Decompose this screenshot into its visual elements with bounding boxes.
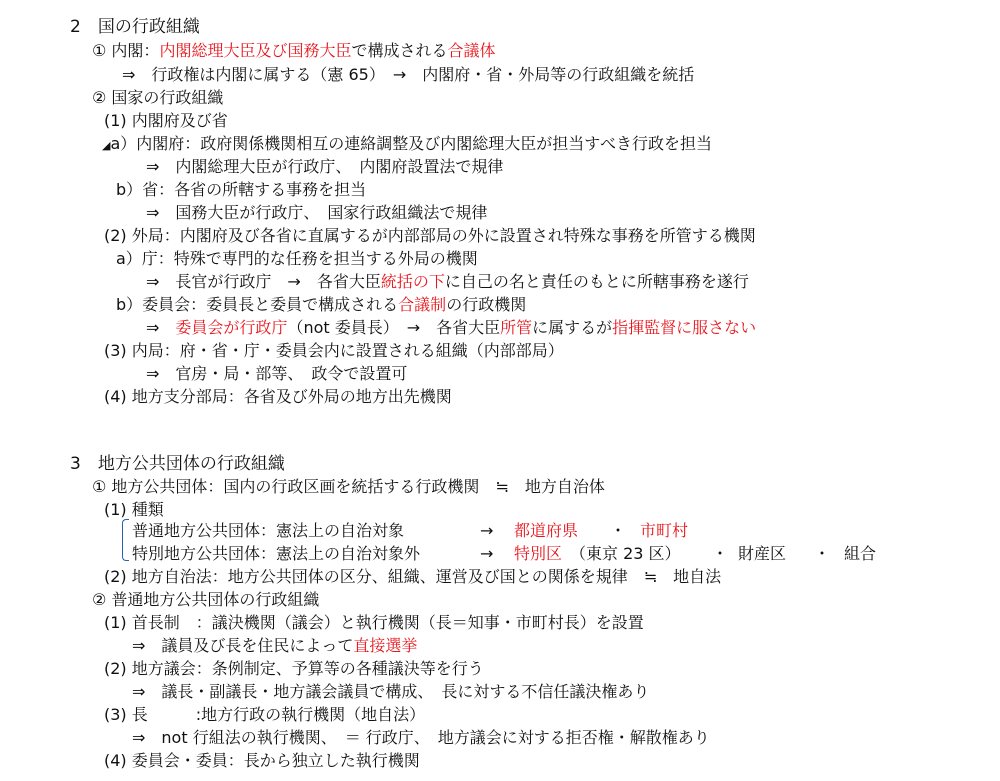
executive-power-line: ⇒ 行政権は内閣に属する（憲 65） → 内閣府・省・外局等の行政組織を統括 bbox=[122, 65, 695, 84]
special-ward-highlight: 特別区 bbox=[514, 544, 563, 563]
commission-detail bbox=[146, 317, 756, 339]
ministry-line: b）省：各省の所轄する事務を担当 bbox=[116, 180, 367, 199]
cabinet-label: ① 内閣： bbox=[92, 41, 160, 60]
cabinet-office-detail: ⇒ 内閣総理大臣が行政庁、 内閣府設置法で規律 bbox=[146, 157, 504, 176]
head-detail: ⇒ not 行組法の執行機関、 ＝ 行政庁、 地方議会に対する拒否権・解散権あり bbox=[132, 728, 710, 747]
cabinet-office-line bbox=[102, 133, 712, 157]
agency-detail bbox=[146, 271, 749, 293]
local-autonomy-law-line: (2) 地方自治法：地方公共団体の区分、組織、運営及び国との関係を規律 ≒ 地自法 bbox=[104, 567, 722, 586]
ministry-detail: ⇒ 国務大臣が行政庁、 国家行政組織法で規律 bbox=[146, 203, 488, 222]
municipalities-highlight: 市町村 bbox=[640, 521, 689, 540]
commission-line bbox=[116, 294, 526, 316]
cabinet-office-ministries-heading: (1) 内閣府及び省 bbox=[104, 111, 228, 130]
collegial-body-highlight: 合議体 bbox=[447, 41, 496, 60]
local-government-line: ① 地方公共団体：国内の行政区画を統括する行政機関 ≒ 地方自治体 bbox=[92, 477, 605, 496]
commission-agency-highlight: 委員会が行政庁 bbox=[175, 318, 288, 337]
external-bureau-line: (2) 外局：内閣府及び各省に直属するが内部部局の外に設置され特殊な事務を所管する機関 bbox=[104, 226, 756, 245]
tokyo-wards-note: （東京 23 区） bbox=[570, 544, 681, 563]
agency-detail-b: に自己の名と責任のもとに所轄事務を遂行 bbox=[444, 272, 749, 291]
direct-election-highlight: 直接選挙 bbox=[353, 636, 418, 655]
national-admin-org-heading: ② 国家の行政組織 bbox=[92, 88, 224, 107]
ordinary-local-gov-line bbox=[132, 520, 932, 542]
section-2-title: 2 国の行政組織 bbox=[70, 17, 200, 37]
head-line: (3) 長 :地方行政の執行機関（地自法） bbox=[104, 705, 426, 724]
commission-text-a: b）委員会：委員長と委員で構成される bbox=[116, 295, 399, 314]
commission-detail-mid2: に属するが bbox=[532, 318, 613, 337]
local-branch-line: (4) 地方支分部局：各省及び外局の地方出先機関 bbox=[104, 387, 452, 406]
internal-bureau-line: (3) 内局：府・省・庁・委員会内に設置される組織（内部部局） bbox=[104, 341, 564, 360]
internal-bureau-detail: ⇒ 官房・局・部等、 政令で設置可 bbox=[146, 364, 408, 383]
cabinet-office-text: a）内閣府：政府関係機関相互の連絡調整及び内閣総理大臣が担当すべき行政を担当 bbox=[110, 134, 712, 153]
commission-text-b: の行政機関 bbox=[446, 295, 527, 314]
prefectures-highlight: 都道府県 bbox=[514, 521, 579, 540]
commission-detail-arrow: ⇒ bbox=[146, 318, 176, 337]
special-local-gov-text: 特別地方公共団体：憲法上の自治対象外 bbox=[132, 544, 421, 563]
special-dot-2: ・ bbox=[814, 544, 831, 563]
ordinary-dot: ・ bbox=[610, 521, 627, 540]
special-dot-1: ・ bbox=[712, 544, 729, 563]
local-assembly-detail: ⇒ 議長・副議長・地方議会議員で構成、 長に対する不信任議決権あり bbox=[132, 682, 650, 701]
types-heading: (1) 種類 bbox=[104, 500, 164, 519]
section-3-title: 3 地方公共団体の行政組織 bbox=[70, 454, 285, 474]
property-ward: 財産区 bbox=[738, 544, 787, 563]
types-bracket bbox=[122, 519, 129, 561]
agency-detail-a: ⇒ 長官が行政庁 → 各省大臣 bbox=[146, 272, 381, 291]
council-system-highlight: 合議制 bbox=[398, 295, 447, 314]
special-arrow: → bbox=[480, 544, 494, 563]
ordinary-arrow: → bbox=[480, 521, 494, 540]
local-assembly-line: (2) 地方議会：条例制定、予算等の各種議決等を行う bbox=[104, 659, 484, 678]
cabinet-line bbox=[92, 40, 495, 62]
ordinary-local-gov-text: 普通地方公共団体：憲法上の自治対象 bbox=[132, 521, 405, 540]
commission-detail-mid: （not 委員長） → 各省大臣 bbox=[287, 318, 501, 337]
special-local-gov-line bbox=[132, 543, 932, 565]
association: 組合 bbox=[844, 544, 877, 563]
cabinet-text: で構成される bbox=[351, 41, 448, 60]
no-supervision-highlight: 指揮監督に服さない bbox=[612, 318, 757, 337]
direct-election-line bbox=[132, 635, 417, 657]
agency-line: a）庁：特殊で専門的な任務を担当する外局の機関 bbox=[116, 249, 478, 268]
chief-executive-system-line: (1) 首長制 ：議決機関（議会）と執行機関（長＝知事・市町村長）を設置 bbox=[104, 613, 644, 632]
triangle-marker-icon: ◢ bbox=[102, 139, 111, 152]
committees-line: (4) 委員会・委員：長から独立した執行機関 bbox=[104, 751, 420, 770]
ordinary-admin-org-heading: ② 普通地方公共団体の行政組織 bbox=[92, 590, 320, 609]
direct-election-text: ⇒ 議員及び長を住民によって bbox=[132, 636, 354, 655]
cabinet-members-highlight: 内閣総理大臣及び国務大臣 bbox=[159, 41, 352, 60]
supervision-highlight: 統括の下 bbox=[380, 272, 445, 291]
jurisdiction-highlight: 所管 bbox=[500, 318, 533, 337]
